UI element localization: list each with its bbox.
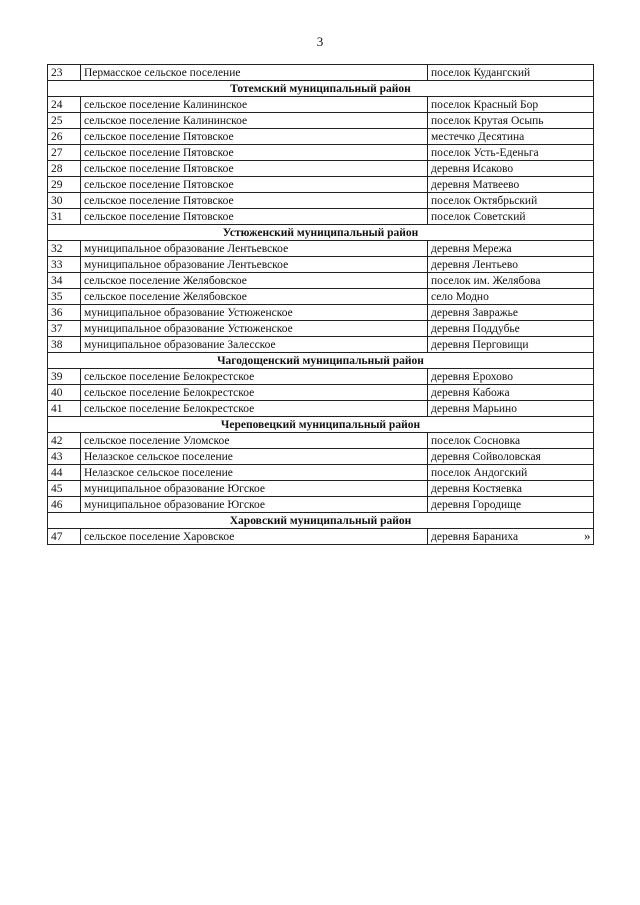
table-row [48,289,594,305]
row-number: 37 [48,321,81,337]
locality-name: деревня Ерохово [428,369,594,385]
table-row [48,65,594,81]
closing-quote: » [584,528,591,543]
row-number: 24 [48,97,81,113]
table-row [48,465,594,481]
district-header-row [48,417,594,433]
settlements-table [47,64,594,545]
locality-name: деревня Поддубье [428,321,594,337]
settlement-name: муниципальное образование Лентьевское [81,257,428,273]
table-row [48,177,594,193]
district-title: Устюженский муниципальный район [48,225,594,241]
locality-name: поселок им. Желябова [428,273,594,289]
locality-name: поселок Крутая Осыпь [428,113,594,129]
settlement-name: сельское поселение Пятовское [81,129,428,145]
settlement-name: сельское поселение Калининское [81,113,428,129]
row-number: 40 [48,385,81,401]
settlement-name: сельское поселение Пятовское [81,177,428,193]
locality-name: поселок Октябрьский [428,193,594,209]
locality-name: деревня Матвеево [428,177,594,193]
table-row [48,369,594,385]
table-row [48,337,594,353]
row-number: 41 [48,401,81,417]
district-title: Харовский муниципальный район [48,513,594,529]
district-header-row [48,225,594,241]
page-number: 3 [316,34,324,49]
locality-name: поселок Советский [428,209,594,225]
table-row [48,273,594,289]
locality-name: поселок Андогский [428,465,594,481]
row-number: 31 [48,209,81,225]
row-number: 44 [48,465,81,481]
settlement-name: сельское поселение Калининское [81,97,428,113]
locality-name: деревня Лентьево [428,257,594,273]
row-number: 33 [48,257,81,273]
table-row [48,113,594,129]
locality-name: деревня Завражье [428,305,594,321]
locality-name: поселок Сосновка [428,433,594,449]
table-row [48,433,594,449]
locality-name: деревня Перговищи [428,337,594,353]
settlement-name: сельское поселение Пятовское [81,209,428,225]
locality-name: деревня Кабожа [428,385,594,401]
row-number: 30 [48,193,81,209]
row-number: 38 [48,337,81,353]
table-row [48,385,594,401]
locality-name: деревня Костяевка [428,481,594,497]
table-row [48,481,594,497]
row-number: 29 [48,177,81,193]
settlement-name: сельское поселение Харовское [81,529,428,545]
row-number: 46 [48,497,81,513]
district-title: Череповецкий муниципальный район [48,417,594,433]
row-number: 28 [48,161,81,177]
locality-name: деревня Сойволовская [428,449,594,465]
table-row [48,305,594,321]
row-number: 23 [48,65,81,81]
locality-name: деревня Бараниха [428,529,594,545]
locality-name: поселок Кудангский [428,65,594,81]
district-title: Чагодощенский муниципальный район [48,353,594,369]
row-number: 45 [48,481,81,497]
settlement-name: сельское поселение Белокрестское [81,369,428,385]
row-number: 25 [48,113,81,129]
row-number: 34 [48,273,81,289]
settlement-name: Нелазское сельское поселение [81,449,428,465]
locality-name: деревня Мережа [428,241,594,257]
table-row [48,401,594,417]
settlement-name: Нелазское сельское поселение [81,465,428,481]
locality-name: местечко Десятина [428,129,594,145]
district-header-row [48,81,594,97]
settlement-name: сельское поселение Желябовское [81,289,428,305]
settlement-name: муниципальное образование Лентьевское [81,241,428,257]
row-number: 32 [48,241,81,257]
row-number: 36 [48,305,81,321]
settlement-name: сельское поселение Пятовское [81,145,428,161]
settlement-name: сельское поселение Белокрестское [81,401,428,417]
settlement-name: муниципальное образование Залесское [81,337,428,353]
row-number: 43 [48,449,81,465]
district-header-row [48,353,594,369]
locality-name: деревня Городище [428,497,594,513]
table-row [48,97,594,113]
settlement-name: сельское поселение Белокрестское [81,385,428,401]
settlement-name: муниципальное образование Устюженское [81,321,428,337]
settlement-name: муниципальное образование Устюженское [81,305,428,321]
settlement-name: Пермасское сельское поселение [81,65,428,81]
settlement-name: сельское поселение Желябовское [81,273,428,289]
row-number: 42 [48,433,81,449]
settlement-name: сельское поселение Уломское [81,433,428,449]
table-row [48,321,594,337]
table-row [48,241,594,257]
locality-name: деревня Исаково [428,161,594,177]
district-header-row [48,513,594,529]
table-row [48,129,594,145]
table-row [48,497,594,513]
row-number: 39 [48,369,81,385]
table-row [48,193,594,209]
table-row [48,209,594,225]
settlement-name: сельское поселение Пятовское [81,193,428,209]
locality-name: деревня Марьино [428,401,594,417]
row-number: 35 [48,289,81,305]
row-number: 26 [48,129,81,145]
table-row [48,529,594,545]
settlement-name: муниципальное образование Югское [81,481,428,497]
locality-name: село Модно [428,289,594,305]
locality-name: поселок Усть-Еденьга [428,145,594,161]
settlements-table-body [48,65,594,545]
table-row [48,449,594,465]
locality-name: поселок Красный Бор [428,97,594,113]
table-row [48,257,594,273]
settlement-name: муниципальное образование Югское [81,497,428,513]
row-number: 47 [48,529,81,545]
table-row [48,161,594,177]
table-row [48,145,594,161]
settlement-name: сельское поселение Пятовское [81,161,428,177]
row-number: 27 [48,145,81,161]
district-title: Тотемский муниципальный район [48,81,594,97]
